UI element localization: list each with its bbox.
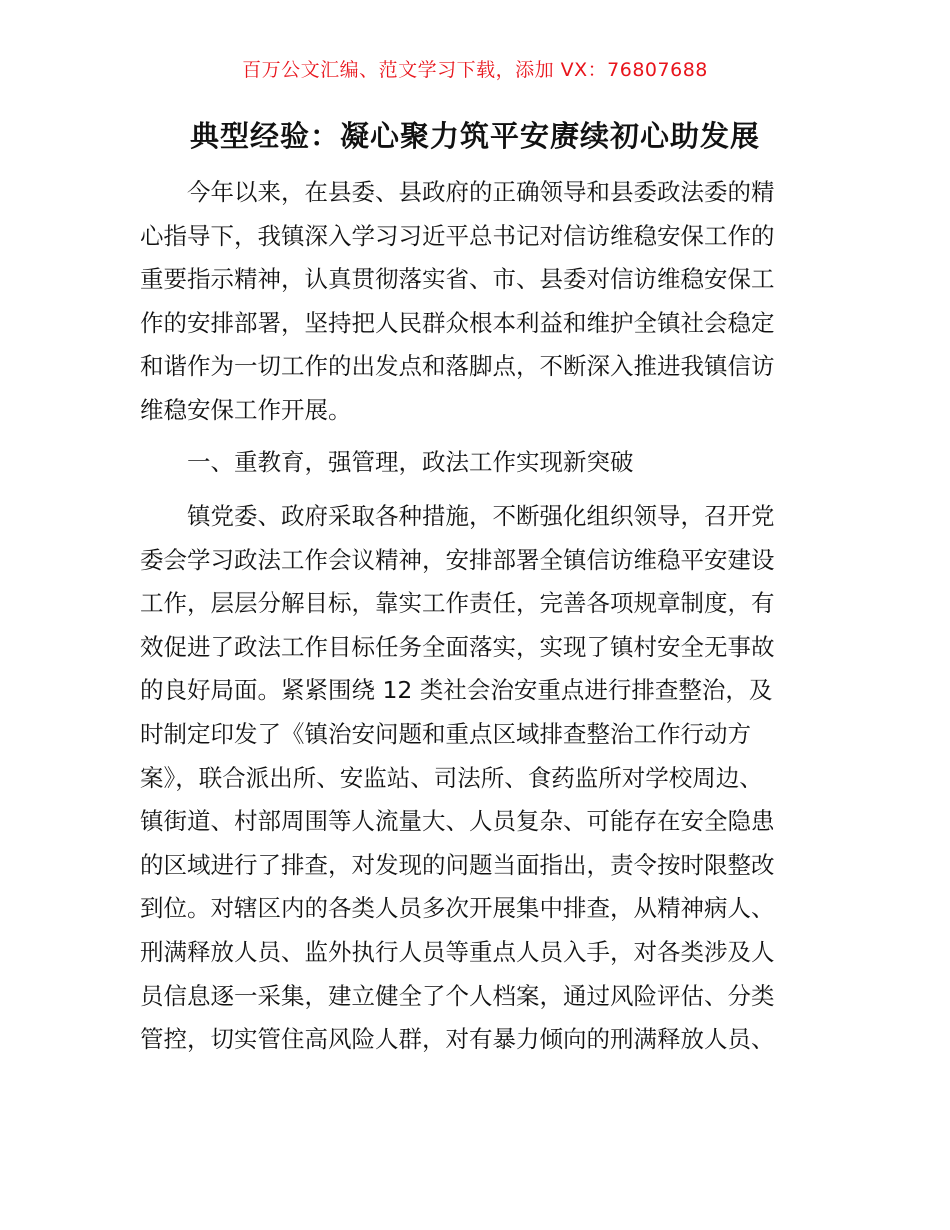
paragraph-line: 重要指示精神，认真贯彻落实省、市、县委对信访维稳安保工 <box>140 265 775 294</box>
paragraph-section-one <box>140 495 812 1062</box>
paragraph-line: 管控，切实管住高风险人群，对有暴力倾向的刑满释放人员、 <box>140 1025 775 1054</box>
paragraph-line: 维稳安保工作开展。 <box>140 395 352 424</box>
paragraph-line: 和谐作为一切工作的出发点和落脚点，不断深入推进我镇信访 <box>140 352 775 381</box>
paragraph-line: 今年以来，在县委、县政府的正确领导和县委政法委的精 <box>187 178 775 206</box>
header-banner: 百万公文汇编、范文学习下载，添加 VX：76807688 <box>242 59 708 81</box>
paragraph-line: 镇街道、村部周围等人流量大、人员复杂、可能存在安全隐患 <box>140 807 775 836</box>
paragraph-line: 委会学习政法工作会议精神，安排部署全镇信访维稳平安建设 <box>140 545 775 574</box>
document-title: 典型经验：凝心聚力筑平安赓续初心助发展 <box>189 119 760 153</box>
paragraph-line: 时制定印发了《镇治安问题和重点区域排查整治工作行动方 <box>140 719 751 748</box>
paragraph-line: 到位。对辖区内的各类人员多次开展集中排查，从精神病人、 <box>140 894 775 923</box>
paragraph-line: 的良好局面。紧紧围绕 12 类社会治安重点进行排查整治，及 <box>140 676 773 705</box>
paragraph-line: 心指导下，我镇深入学习习近平总书记对信访维稳安保工作的 <box>140 221 775 250</box>
paragraph-line: 镇党委、政府采取各种措施，不断强化组织领导，召开党 <box>187 502 775 530</box>
section-heading <box>140 441 812 485</box>
paragraph-line: 案》，联合派出所、安监站、司法所、食药监所对学校周边、 <box>140 763 763 792</box>
paragraph-line: 效促进了政法工作目标任务全面落实，实现了镇村安全无事故 <box>140 632 775 661</box>
paragraph-intro <box>140 171 812 433</box>
paragraph-line: 工作，层层分解目标，靠实工作责任，完善各项规章制度，有 <box>140 589 775 618</box>
paragraph-line: 的区域进行了排查，对发现的问题当面指出，责令按时限整改 <box>140 850 775 879</box>
paragraph-line: 作的安排部署，坚持把人民群众根本利益和维护全镇社会稳定 <box>140 308 775 337</box>
paragraph-line: 刑满释放人员、监外执行人员等重点人员入手，对各类涉及人 <box>140 937 775 966</box>
section-heading-text: 一、重教育，强管理，政法工作实现新突破 <box>187 448 634 476</box>
paragraph-line: 员信息逐一采集，建立健全了个人档案，通过风险评估、分类 <box>140 981 775 1010</box>
